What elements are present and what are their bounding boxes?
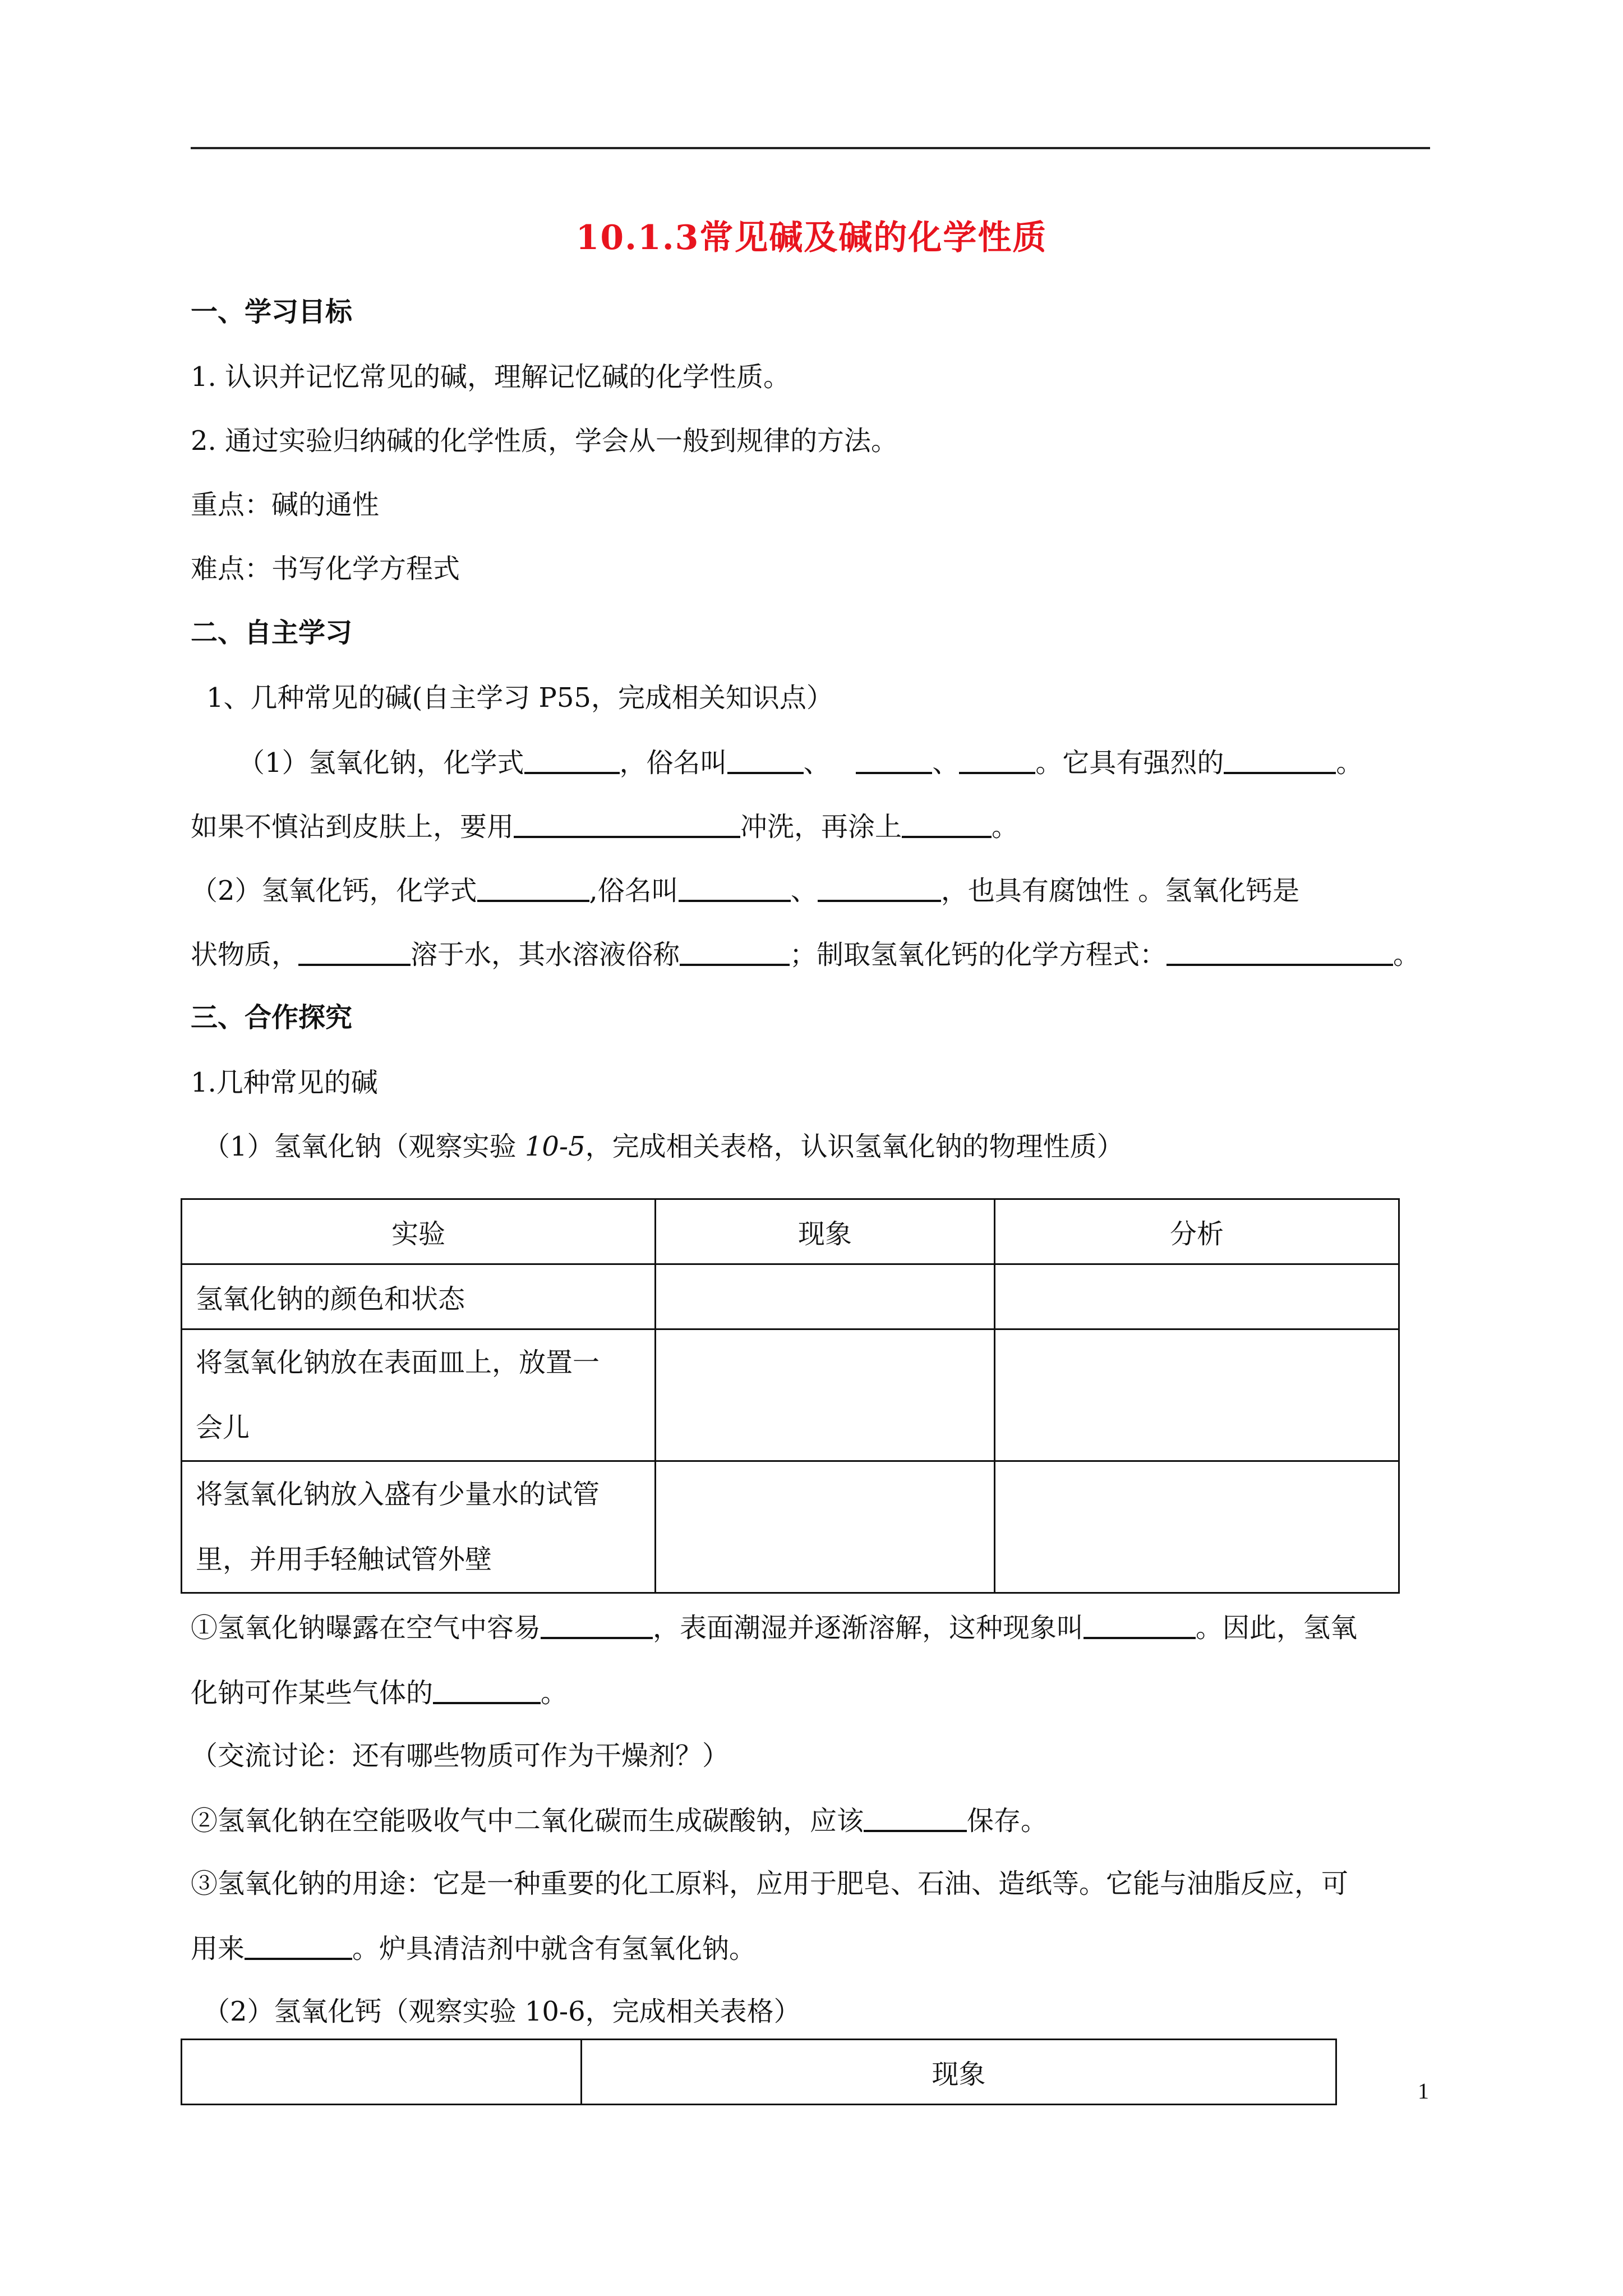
subheading-common-bases: 1.几种常见的碱 [191, 1067, 378, 1098]
blank[interactable] [541, 1610, 653, 1639]
blank[interactable] [856, 745, 932, 774]
discussion-prompt: （交流讨论：还有哪些物质可作为干燥剂？） [191, 1740, 730, 1772]
blank[interactable] [680, 937, 790, 966]
caoh-table-intro: （2）氢氧化钙（观察实验 10-6，完成相关表格） [203, 1996, 801, 2027]
table-cell: 将氢氧化钠放入盛有少量水的试管 里，并用手轻触试管外壁 [182, 1461, 656, 1593]
table-cell[interactable] [995, 1461, 1399, 1593]
difficult-point: 难点：书写化学方程式 [191, 553, 460, 585]
caoh-fill-line-2: 状物质， 溶于水，其水溶液俗称 ；制取氢氧化钙的化学方程式： 。 [191, 937, 1420, 972]
naoh-fill-line-2: 如果不慎沾到皮肤上，要用 冲洗，再涂上 。 [191, 809, 1018, 844]
naoh-table-intro: （1）氢氧化钠（观察实验 10-5，完成相关表格，认识氢氧化钠的物理性质） [203, 1131, 1124, 1162]
section-heading-self-study: 二、自主学习 [191, 617, 353, 648]
blank[interactable] [514, 809, 740, 838]
table-cell[interactable] [656, 1461, 995, 1593]
blank[interactable] [1083, 1610, 1196, 1639]
blank[interactable] [679, 873, 791, 902]
naoh-deliquescence-line-1: ①氢氧化钠曝露在空气中容易 ，表面潮湿并逐渐溶解，这种现象叫 。因此，氢氧 [191, 1610, 1357, 1645]
table-header [182, 2040, 582, 2105]
goal-item-2: 2. 通过实验归纳碱的化学性质，学会从一般到规律的方法。 [191, 425, 898, 457]
blank[interactable] [1224, 745, 1336, 774]
section-heading-goals: 一、学习目标 [191, 296, 353, 328]
page-number: 1 [1418, 2078, 1429, 2104]
blank[interactable] [298, 937, 411, 966]
goal-item-1: 1. 认识并记忆常见的碱，理解记忆碱的化学性质。 [191, 361, 791, 393]
table-cell: 氢氧化钠的颜色和状态 [182, 1264, 656, 1329]
blank[interactable] [433, 1675, 541, 1704]
blank[interactable] [524, 745, 620, 774]
table-cell[interactable] [995, 1329, 1399, 1461]
blank[interactable] [959, 745, 1035, 774]
blank[interactable] [1166, 937, 1393, 966]
table-header: 实验 [182, 1199, 656, 1264]
blank[interactable] [727, 745, 804, 774]
section-heading-cooperative: 三、合作探究 [191, 1002, 353, 1033]
table-header: 分析 [995, 1199, 1399, 1264]
blank[interactable] [477, 873, 589, 902]
table-header: 现象 [582, 2040, 1336, 2105]
table-cell[interactable] [995, 1264, 1399, 1329]
table-cell: 将氢氧化钠放在表面皿上，放置一 会儿 [182, 1329, 656, 1461]
naoh-fill-line-1: （1）氢氧化钠，化学式 ，俗名叫 、 、 。它具有强烈的 。 [238, 745, 1363, 780]
page-title: 10.1.3常见碱及碱的化学性质 [575, 218, 1048, 257]
naoh-storage-line: ②氢氧化钠在空能吸收气中二氧化碳而生成碳酸钠，应该 保存。 [191, 1803, 1048, 1838]
table-cell[interactable] [656, 1264, 995, 1329]
table-header: 现象 [656, 1199, 995, 1264]
naoh-uses-line-2: 用来 。炉具清洁剂中就含有氢氧化钠。 [191, 1931, 756, 1966]
table-cell[interactable] [656, 1329, 995, 1461]
key-point: 重点：碱的通性 [191, 489, 380, 521]
naoh-uses-line-1: ③氢氧化钠的用途：它是一种重要的化工原料，应用于肥皂、石油、造纸等。它能与油脂反应，可 [191, 1868, 1349, 1899]
caoh-fill-line-1: （2）氢氧化钙，化学式 ,俗名叫 、 ，也具有腐蚀性 。氢氧化钙是 [191, 873, 1299, 908]
blank[interactable] [245, 1931, 352, 1960]
blank[interactable] [902, 809, 992, 838]
naoh-experiment-table [181, 1198, 1400, 1594]
blank[interactable] [864, 1803, 967, 1832]
header-rule [191, 147, 1430, 149]
blank[interactable] [818, 873, 941, 902]
caoh-experiment-table [181, 2039, 1337, 2105]
naoh-deliquescence-line-2: 化钠可作某些气体的 。 [191, 1675, 568, 1710]
self-study-intro: 1、几种常见的碱(自主学习 P55，完成相关知识点） [206, 682, 833, 714]
